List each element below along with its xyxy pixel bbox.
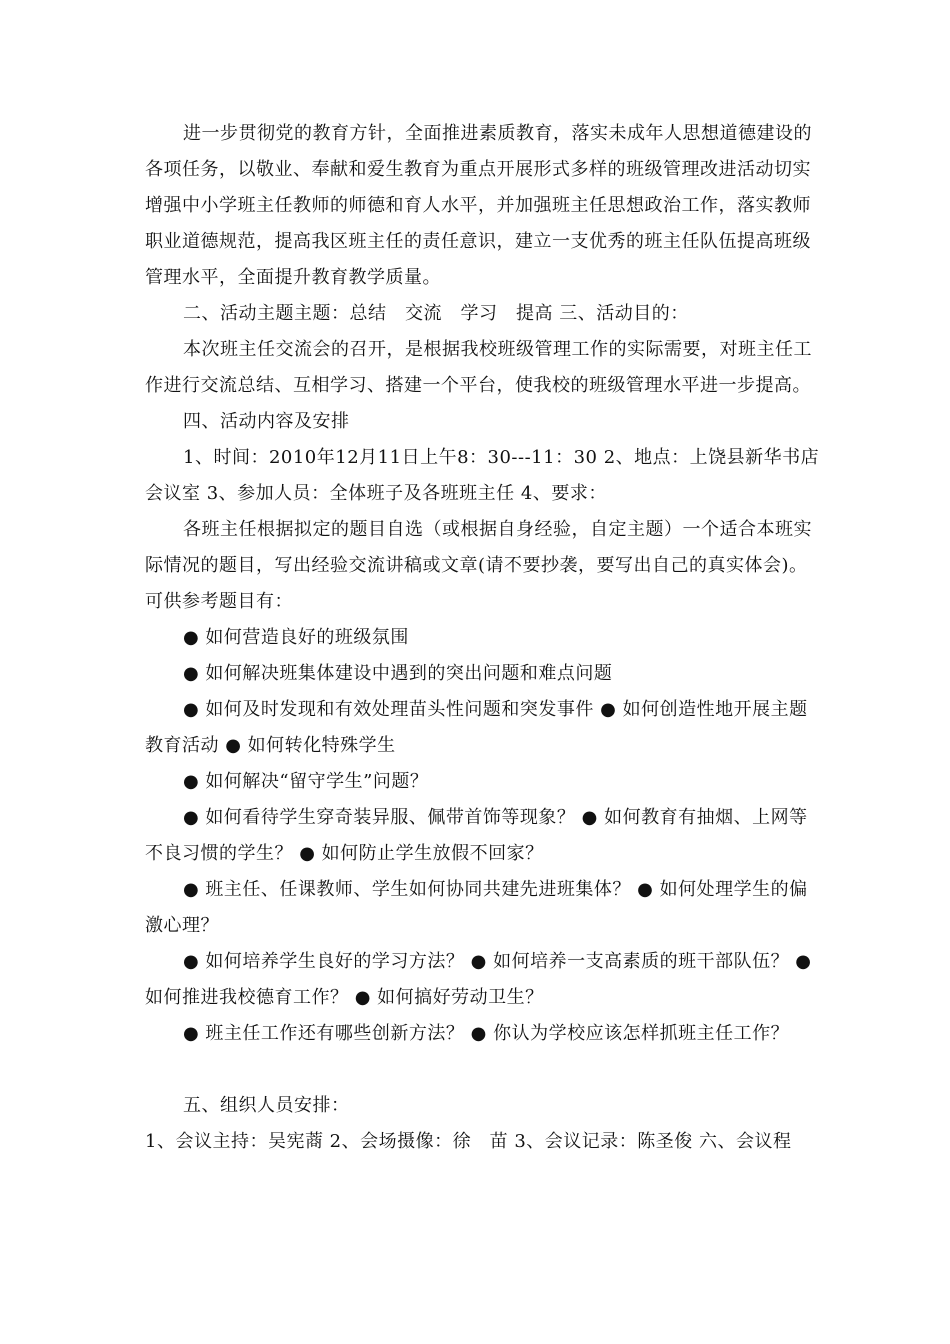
bullet-topic-2: ● 如何解决班集体建设中遇到的突出问题和难点问题 (183, 663, 613, 684)
bullet-topic-3: ● 如何及时发现和有效处理苗头性问题和突发事件 ● 如何创造性地开展主题教育活动 ● 如何转化特殊学生 (145, 699, 808, 756)
paragraph-activity-heading: 四、活动内容及安排 (183, 411, 350, 432)
bullet-topic-1: ● 如何营造良好的班级氛围 (183, 627, 409, 648)
paragraph-spacer (145, 1052, 825, 1088)
paragraph-theme-heading: 二、活动主题主题：总结 交流 学习 提高 三、活动目的： (183, 303, 689, 324)
document-body (145, 116, 825, 1160)
paragraph-intro: 进一步贯彻党的教育方针，全面推进素质教育，落实未成年人思想道德建设的各项任务，以敬业、奉献和爱生教育为重点开展形式多样的班级管理改进活动切实增强中小学班主任教师的师德和育人水平，并加强班主任思想政治工作，落实教师职业道德规范，提高我区班主任的责任意识，建立一支优秀的班主任队伍提高班级管理水平，全面提升教育教学质量。 (145, 123, 812, 288)
paragraph-staff-heading: 五、组织人员安排： (183, 1095, 350, 1116)
bullet-topic-5: ● 如何看待学生穿奇装异服、佩带首饰等现象？ ● 如何教育有抽烟、上网等不良习惯的学生？ ● 如何防止学生放假不回家？ (145, 807, 808, 864)
bullet-topic-6: ● 班主任、任课教师、学生如何协同共建先进班集体？ ● 如何处理学生的偏激心理？ (145, 879, 808, 936)
bullet-topic-4: ● 如何解决“留守学生”问题？ (183, 771, 429, 792)
bullet-topic-8: ● 班主任工作还有哪些创新方法？ ● 你认为学校应该怎样抓班主任工作？ (183, 1023, 790, 1044)
paragraph-staff-list: 1、会议主持：吴宪蔏 2、会场摄像：徐 苗 3、会议记录：陈圣俊 六、会议程 (145, 1131, 792, 1152)
bullet-topic-7: ● 如何培养学生良好的学习方法？ ● 如何培养一支高素质的班干部队伍？ ● 如何推进我校德育工作？ ● 如何搞好劳动卫生？ (145, 951, 812, 1008)
paragraph-purpose: 本次班主任交流会的召开，是根据我校班级管理工作的实际需要，对班主任工作进行交流总结、互相学习、搭建一个平台，使我校的班级管理水平进一步提高。 (145, 339, 812, 396)
paragraph-schedule: 1、时间：2010年12月11日上午8：30---11：30 2、地点：上饶县新华书店会议室 3、参加人员：全体班子及各班班主任 4、要求： (145, 447, 820, 504)
paragraph-requirements: 各班主任根据拟定的题目自选（或根据自身经验，自定主题）一个适合本班实际情况的题目，写出经验交流讲稿或文章(请不要抄袭，要写出自己的真实体会)。可供参考题目有： (145, 519, 812, 612)
